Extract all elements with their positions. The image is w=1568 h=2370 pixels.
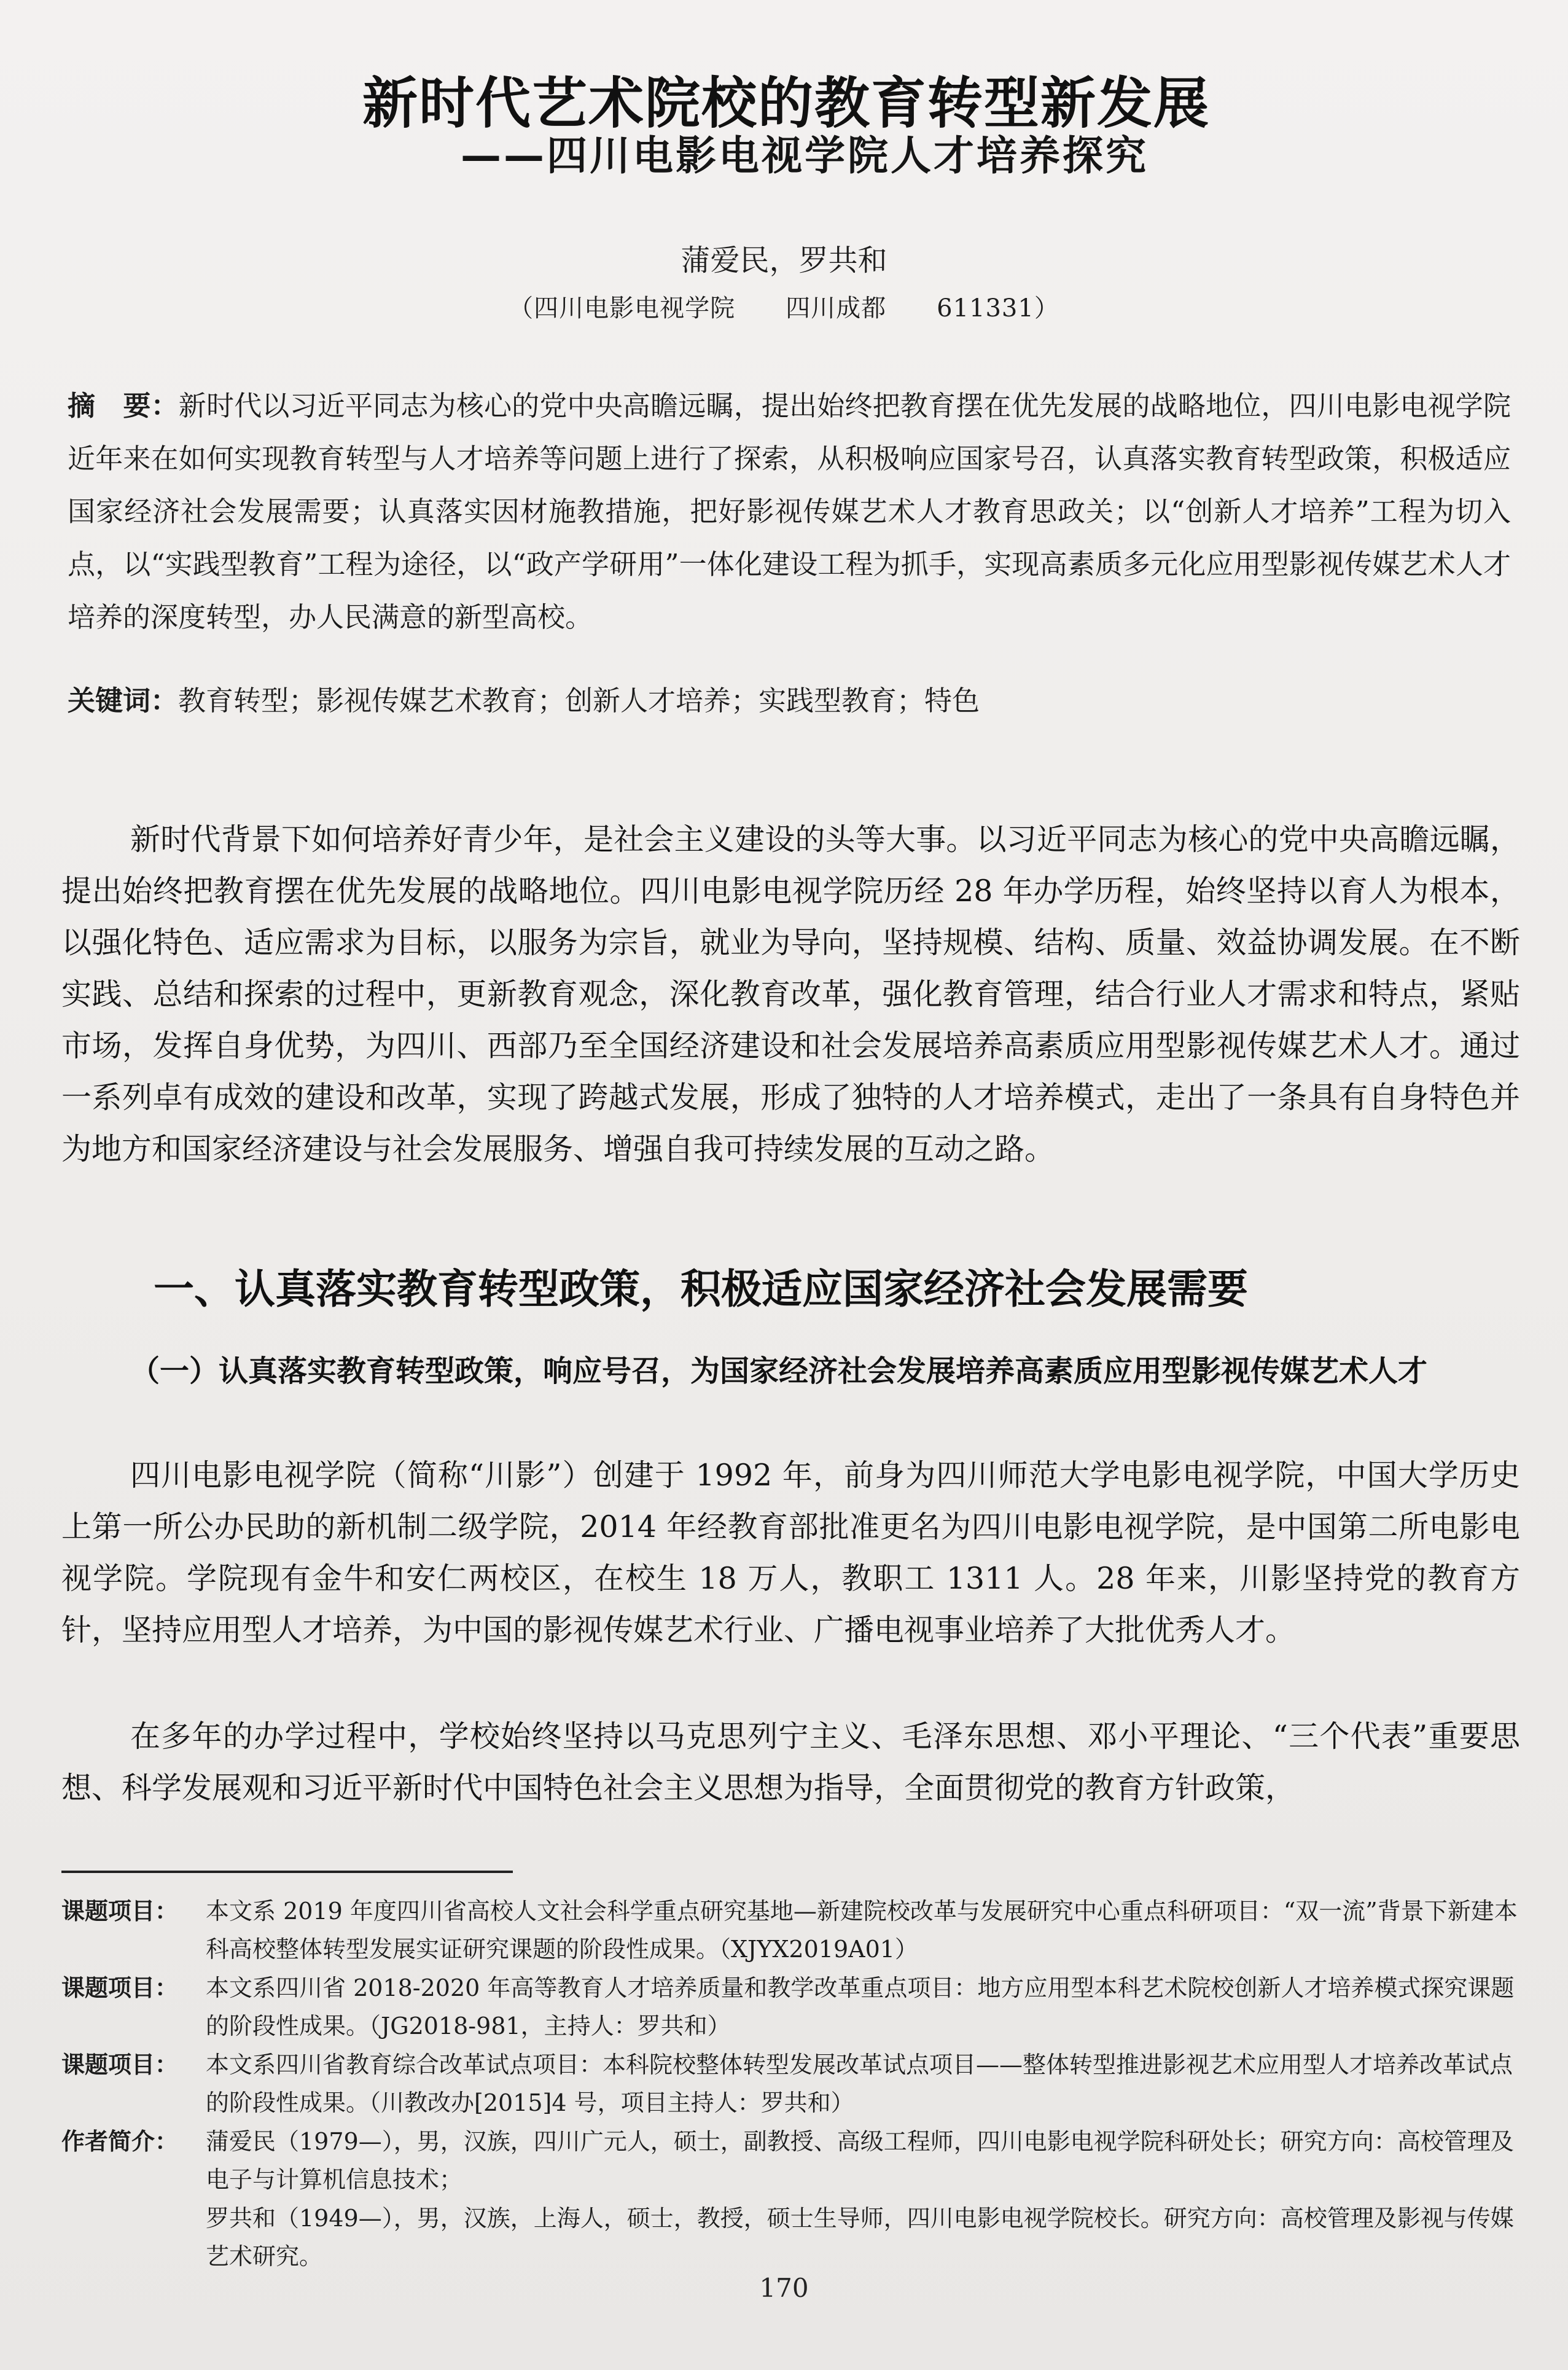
footnote <box>61 2122 1535 2199</box>
abstract <box>68 380 1511 644</box>
footnote-text: 本文系四川省 2018-2020 年高等教育人才培养质量和教学改革重点项目：地方应用型本科艺术院校创新人才培养模式探究课题的阶段性成果。（JG2018-981，主持人：罗共和） <box>206 1974 1515 2040</box>
body-paragraph: 在多年的办学过程中，学校始终坚持以马克思列宁主义、毛泽东思想、邓小平理论、“三个代表”重要思想、科学发展观和习近平新时代中国特色社会主义思想为指导，全面贯彻党的教育方针政策， <box>61 1719 1520 1805</box>
footnote <box>61 1969 1535 2045</box>
footnote-label: 课题项目： <box>61 1974 179 2001</box>
keywords-label: 关键词： <box>68 684 179 717</box>
article-title: 新时代艺术院校的教育转型新发展 <box>362 71 1210 136</box>
keywords <box>68 675 1511 727</box>
intro-paragraph: 新时代背景下如何培养好青少年，是社会主义建设的头等大事。以习近平同志为核心的党中央高瞻远瞩，提出始终把教育摆在优先发展的战略地位。四川电影电视学院历经 28 年办学历程，始终坚持以育人为根本，以强化特色、适应需求为目标，以服务为宗旨，就业为导向，坚持规模、结构、质量、效益协调发展。在不断实践、总结和探索的过程中，更新教育观念，深化教育改革，强化教育管理，结合行业人才需求和特点，紧贴市场，发挥自身优势，为四川、西部乃至全国经济建设和社会发展培养高素质应用型影视传媒艺术人才。通过一系列卓有成效的建设和改革，实现了跨越式发展，形成了独特的人才培养模式，走出了一条具有自身特色并为地方和国家经济建设与社会发展服务、增强自我可持续发展的互动之路。 <box>61 822 1520 1167</box>
footnote-text: 本文系 2019 年度四川省高校人文社会科学重点研究基地—新建院校改革与发展研究中心重点科研项目：“双一流”背景下新建本科高校整体转型发展实证研究课题的阶段性成果。（XJYX2019A01） <box>206 1898 1518 1963</box>
footnote <box>61 2046 1535 2122</box>
footnote <box>61 2199 1535 2275</box>
footnote <box>61 1892 1535 1968</box>
body-paragraph: 四川电影电视学院（简称“川影”）创建于 1992 年，前身为四川师范大学电影电视学院，中国大学历史上第一所公办民助的新机制二级学院，2014 年经教育部批准更名为四川电影电视学院，是中国第二所电影电视学院。学院现有金牛和安仁两校区，在校生 18 万人，教职工 1311 人。28 年来，川影坚持党的教育方针，坚持应用型人才培养，为中国的影视传媒艺术行业、广播电视事业培养了大批优秀人才。 <box>61 1458 1520 1648</box>
abstract-label: 摘 要： <box>68 389 179 422</box>
author-names: 蒲爱民，罗共和 <box>681 243 887 278</box>
author-affiliation: （四川电影电视学院 四川成都 611331） <box>509 294 1059 323</box>
footnote-text: 蒲爱民（1979—），男，汉族，四川广元人，硕士，副教授、高级工程师，四川电影电视学院科研处长；研究方向：高校管理及电子与计算机信息技术； <box>206 2128 1514 2193</box>
section-heading: 一、认真落实教育转型政策，积极适应国家经济社会发展需要 <box>154 1265 1248 1313</box>
keywords-text: 教育转型；影视传媒艺术教育；创新人才培养；实践型教育；特色 <box>178 684 980 717</box>
article-subtitle: ——四川电影电视学院人才培养探究 <box>461 132 1149 179</box>
footnote-text: 罗共和（1949—），男，汉族，上海人，硕士，教授，硕士生导师，四川电影电视学院校长。研究方向：高校管理及影视与传媒艺术研究。 <box>206 2205 1514 2270</box>
footnote-label: 课题项目： <box>61 1898 179 1925</box>
abstract-text: 新时代以习近平同志为核心的党中央高瞻远瞩，提出始终把教育摆在优先发展的战略地位，四川电影电视学院近年来在如何实现教育转型与人才培养等问题上进行了探索，从积极响应国家号召，认真落实教育转型政策，积极适应国家经济社会发展需要；认真落实因材施教措施，把好影视传媒艺术人才教育思政关；以“创新人才培养”工程为切入点，以“实践型教育”工程为途径，以“政产学研用”一体化建设工程为抓手，实现高素质多元化应用型影视传媒艺术人才培养的深度转型，办人民满意的新型高校。 <box>68 389 1511 633</box>
footnote-text: 本文系四川省教育综合改革试点项目：本科院校整体转型发展改革试点项目——整体转型推进影视艺术应用型人才培养改革试点的阶段性成果。（川教改办[2015]4 号，项目主持人：罗共和） <box>206 2051 1513 2116</box>
page-number: 170 <box>759 2273 809 2303</box>
footnote-label: 课题项目： <box>61 2051 179 2078</box>
footnote-divider <box>61 1871 513 1873</box>
subsection-heading: （一）认真落实教育转型政策，响应号召，为国家经济社会发展培养高素质应用型影视传媒艺术人才 <box>130 1354 1428 1388</box>
footnote-label: 作者简介： <box>61 2128 179 2155</box>
